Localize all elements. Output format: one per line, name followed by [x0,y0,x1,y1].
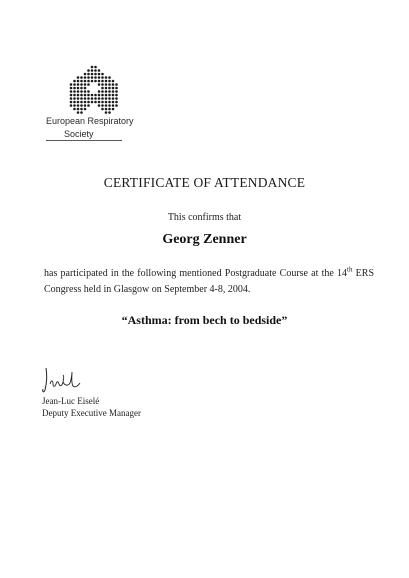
logo-dot [112,90,115,93]
logo-dot [84,101,87,104]
logo-dot [108,80,111,83]
logo-dot [98,104,101,107]
logo-dot [80,80,83,83]
logo-dot [112,101,115,104]
logo-dot [73,104,76,107]
logo-dot [112,97,115,100]
logo-dot [84,83,87,86]
logo-dot [77,87,80,90]
logo-dot [84,80,87,83]
logo-dot [112,104,115,107]
logo-dot [105,83,108,86]
logo-dot [108,97,111,100]
logo-dot [108,76,111,79]
ordinal-suffix: th [347,265,353,274]
logo-dot [84,94,87,97]
logo-dot [98,90,101,93]
logo-dot [80,97,83,100]
logo-dot [84,108,87,111]
logo-dot [94,80,97,83]
logo-dot [108,83,111,86]
logo-dot [73,80,76,83]
logo-dot [101,80,104,83]
logo-dot [94,69,97,72]
logo-dot [115,83,118,86]
logo-dot [73,97,76,100]
logo-dot [91,94,94,97]
logo-dot [80,94,83,97]
logo-dot [87,73,90,76]
logo-dot [115,87,118,90]
signatory-name: Jean-Luc Eiselé [42,396,100,406]
logo-dot [87,83,90,86]
logo-dot [115,101,118,104]
logo-dot [84,104,87,107]
logo-dot [77,90,80,93]
logo-dot [108,87,111,90]
logo-dot [87,69,90,72]
logo-dot [80,87,83,90]
logo-dot [70,104,73,107]
logo-dot [98,97,101,100]
logo-dot [115,94,118,97]
logo-dot [70,87,73,90]
logo-dot [77,80,80,83]
logo-dot [70,90,73,93]
logo-dot [105,76,108,79]
logo-dot [77,111,80,114]
logo-dot [101,73,104,76]
logo-dot [105,101,108,104]
certificate-title: CERTIFICATE OF ATTENDANCE [103,175,306,190]
logo-dot [108,108,111,111]
logo-dot [91,97,94,100]
logo-dot [87,101,90,104]
logo-dot [91,80,94,83]
logo-dot [73,94,76,97]
logo-dot [94,101,97,104]
logo-dot [94,73,97,76]
logo-dot [105,97,108,100]
logo-dot [98,76,101,79]
logo-dot [84,97,87,100]
logo-dot [108,90,111,93]
logo-dot [101,97,104,100]
logo-dot [84,76,87,79]
logo-dot [105,90,108,93]
logo-dot [80,83,83,86]
course-title: “Asthma: from bech to bedside” [121,313,288,327]
logo-dot [112,94,115,97]
logo-dot [94,97,97,100]
logo-dot [94,94,97,97]
logo-dot [98,69,101,72]
logo-dot [108,101,111,104]
logo-dot [94,66,97,69]
logo-dot [77,108,80,111]
logo-dot [108,94,111,97]
recipient-name: Georg Zenner [162,232,247,247]
logo-dot [91,101,94,104]
logo-dot [73,108,76,111]
organization-name-line1: European Respiratory [46,116,134,126]
logo-dot [115,97,118,100]
logo-dot [70,83,73,86]
logo-dot [101,76,104,79]
logo-dot [77,104,80,107]
logo-dot [101,90,104,93]
logo-dot [101,108,104,111]
handwritten-signature [42,362,82,396]
ers-logo-icon [66,63,122,119]
logo-dot [112,83,115,86]
logo-dot [108,104,111,107]
logo-dot [101,101,104,104]
logo-dot [98,83,101,86]
attendance-statement-part1: has participated in the following mentioned Postgraduate Course at the 14 [44,268,348,279]
organization-divider [46,140,122,141]
logo-dot [77,76,80,79]
logo-dot [73,87,76,90]
logo-dot [112,80,115,83]
logo-dot [80,104,83,107]
logo-dot [84,73,87,76]
logo-dot [91,69,94,72]
logo-dot [94,76,97,79]
logo-dot [105,94,108,97]
logo-dot [91,73,94,76]
logo-dot [70,97,73,100]
logo-dot [112,108,115,111]
logo-dot [115,104,118,107]
attendance-statement [44,266,374,298]
logo-dot [115,90,118,93]
logo-dot [80,90,83,93]
logo-dot [77,101,80,104]
logo-dot [98,73,101,76]
logo-dot [108,111,111,114]
confirms-text: This confirms that [167,212,242,223]
logo-dot [87,90,90,93]
logo-dot [77,97,80,100]
logo-dot [101,83,104,86]
logo-dot [80,111,83,114]
logo-dot [73,90,76,93]
logo-dot [101,87,104,90]
logo-dot [80,108,83,111]
logo-dot [98,101,101,104]
logo-dot [87,80,90,83]
logo-dot [70,101,73,104]
logo-dot [77,83,80,86]
logo-dot [105,111,108,114]
signatory-title: Deputy Executive Manager [42,408,141,418]
logo-dot [91,66,94,69]
logo-dot [84,90,87,93]
logo-dot [87,97,90,100]
logo-dot [112,87,115,90]
logo-dot [87,104,90,107]
logo-dot [101,94,104,97]
logo-dot [105,87,108,90]
logo-dot [87,76,90,79]
organization-name-line2: Society [64,129,94,139]
logo-dot [80,76,83,79]
attendance-statement-part2: ERS Congress held in Glasgow on September 4-8, 2004. [44,268,375,295]
logo-dot [98,94,101,97]
logo-dot [105,108,108,111]
logo-dot [105,80,108,83]
logo-dot [73,101,76,104]
logo-dot [87,94,90,97]
logo-dot [98,80,101,83]
logo-dot [91,76,94,79]
logo-dot [101,104,104,107]
logo-dot [73,83,76,86]
logo-dot [70,94,73,97]
logo-dot [84,87,87,90]
logo-dot [80,101,83,104]
logo-dot [105,104,108,107]
logo-dot [77,94,80,97]
